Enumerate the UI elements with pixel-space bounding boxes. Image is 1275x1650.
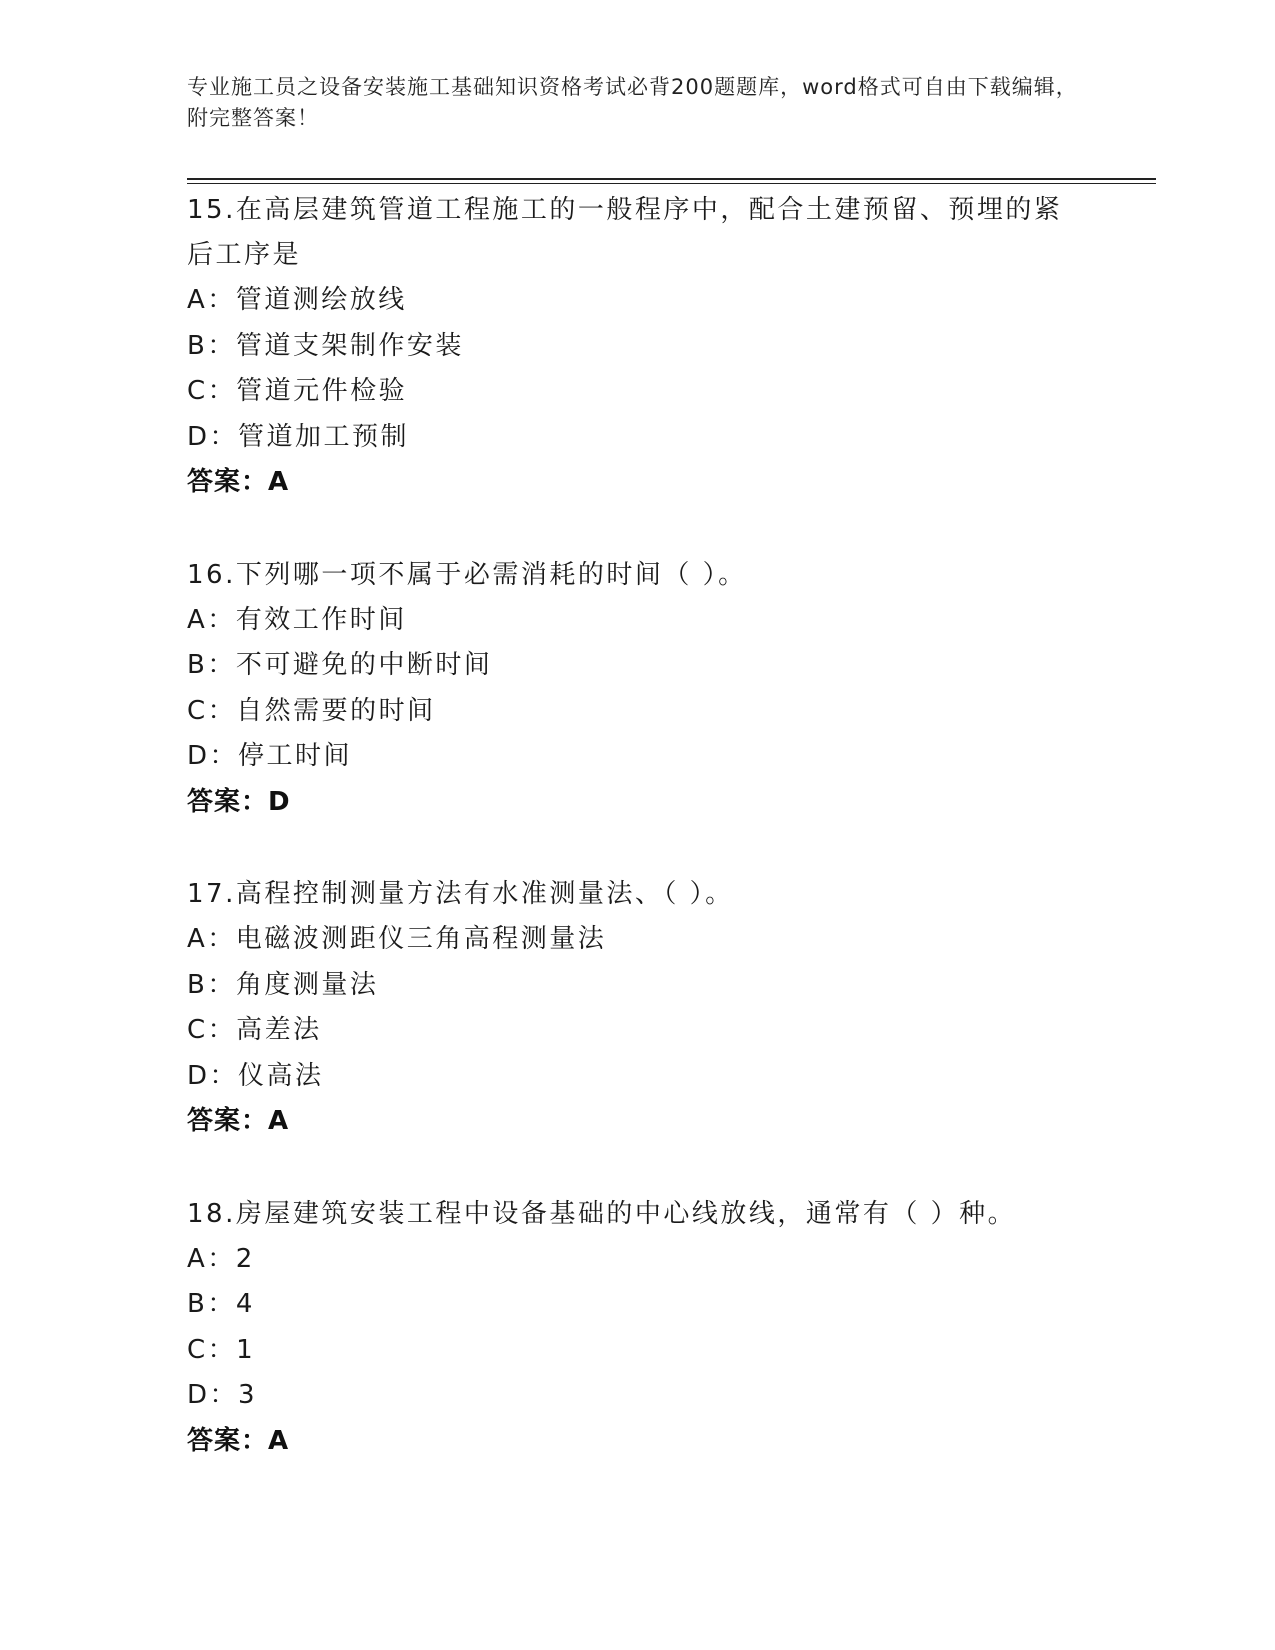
option-b: B：4 [187, 1289, 255, 1319]
option-a: A：2 [187, 1243, 255, 1274]
option-d: D：3 [187, 1380, 258, 1410]
option-d: D：管道加工预制 [187, 421, 410, 452]
document-header [187, 72, 1087, 134]
header-divider-thin [187, 183, 1156, 184]
header-divider-thick [187, 178, 1156, 180]
question-list [187, 188, 1087, 1511]
option-a: A：电磁波测距仪三角高程测量法 [187, 924, 607, 954]
option-d: D：仪高法 [187, 1060, 324, 1091]
question-stem: 15.在高层建筑管道工程施工的一般程序中，配合土建预留、预埋的紧后工序是 [187, 195, 1063, 270]
answer-label: 答案：A [187, 1106, 290, 1136]
header-title: 专业施工员之设备安装施工基础知识资格考试必背200题题库，word格式可自由下载编辑，附完整答案！ [187, 75, 1078, 130]
option-b: B：角度测量法 [187, 969, 379, 1000]
option-b: B：不可避免的中断时间 [187, 650, 493, 680]
option-d: D：停工时间 [187, 741, 353, 771]
option-c: C：管道元件检验 [187, 376, 408, 406]
question-17 [187, 872, 1087, 1145]
answer-label: 答案：D [187, 786, 291, 817]
question-stem: 18.房屋建筑安装工程中设备基础的中心线放线，通常有（ ）种。 [187, 1198, 1017, 1229]
question-18 [187, 1192, 1087, 1465]
option-c: C：1 [187, 1334, 256, 1365]
answer-label: 答案：A [187, 467, 290, 497]
option-c: C：高差法 [187, 1015, 322, 1045]
option-a: A：有效工作时间 [187, 604, 407, 635]
option-a: A：管道测绘放线 [187, 285, 407, 315]
question-16 [187, 553, 1087, 826]
question-stem: 17.高程控制测量方法有水准测量法、（ ）。 [187, 879, 734, 909]
question-15 [187, 188, 1087, 506]
option-b: B：管道支架制作安装 [187, 330, 464, 361]
option-c: C：自然需要的时间 [187, 695, 436, 726]
answer-label: 答案：A [187, 1425, 290, 1456]
question-stem: 16.下列哪一项不属于必需消耗的时间（ ）。 [187, 559, 747, 590]
